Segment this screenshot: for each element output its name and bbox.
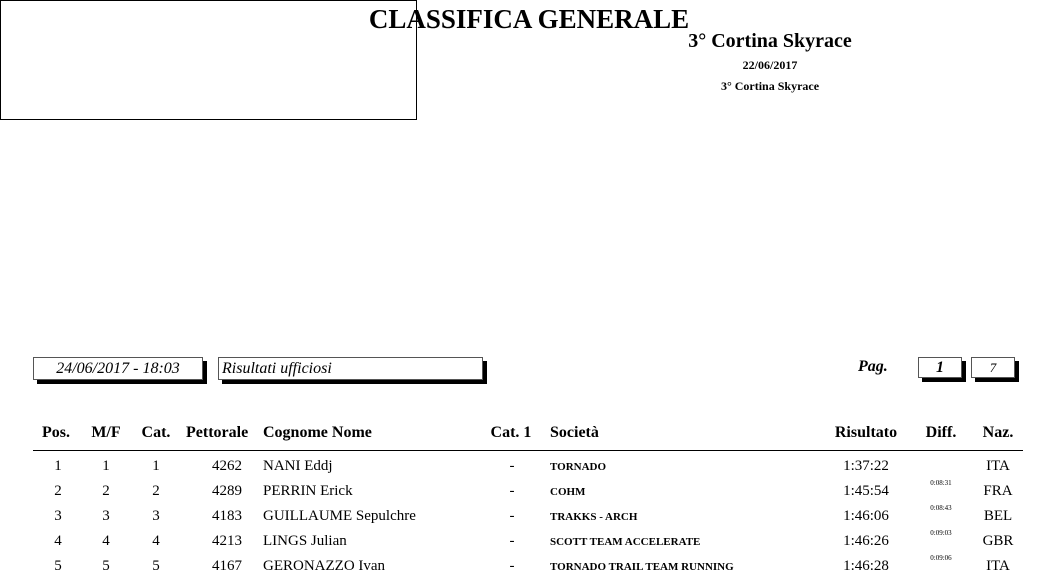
cell-cat1: - bbox=[509, 508, 515, 524]
header-divider bbox=[33, 450, 1023, 451]
cell-name: PERRIN Erick bbox=[263, 483, 353, 499]
cell-result: 1:45:54 bbox=[843, 483, 889, 499]
cell-mf: 2 bbox=[102, 483, 110, 499]
cell-mf: 3 bbox=[102, 508, 110, 524]
header-nation: Naz. bbox=[982, 424, 1014, 441]
header-cat1: Cat. 1 bbox=[490, 424, 532, 441]
cell-pos: 5 bbox=[54, 558, 62, 574]
header-name: Cognome Nome bbox=[263, 424, 372, 441]
cell-pos: 4 bbox=[54, 533, 62, 549]
cell-name: GERONAZZO Ivan bbox=[263, 558, 386, 574]
table-row bbox=[0, 504, 1058, 533]
cell-pos: 3 bbox=[54, 508, 62, 524]
header-club: Società bbox=[550, 424, 599, 441]
header-mf: M/F bbox=[91, 424, 121, 441]
printed-date-box: 24/06/2017 - 18:03 bbox=[33, 357, 203, 380]
cell-diff: 0:08:43 bbox=[930, 504, 952, 512]
cell-bib: 4213 bbox=[212, 533, 242, 549]
table-row bbox=[0, 479, 1058, 508]
table-row bbox=[0, 554, 1058, 583]
cell-nation: BEL bbox=[983, 508, 1013, 524]
cell-diff: 0:08:31 bbox=[930, 479, 952, 487]
cell-result: 1:37:22 bbox=[843, 458, 889, 474]
cell-cat1: - bbox=[509, 483, 515, 499]
table-row bbox=[0, 529, 1058, 558]
cell-club: COHM bbox=[550, 486, 586, 498]
header-pos: Pos. bbox=[42, 424, 70, 441]
header-diff: Diff. bbox=[925, 424, 957, 441]
cell-cat1: - bbox=[509, 558, 515, 574]
status-box: Risultati ufficiosi bbox=[218, 357, 483, 380]
cell-bib: 4289 bbox=[212, 483, 242, 499]
cell-cat: 2 bbox=[152, 483, 160, 499]
header-result: Risultato bbox=[834, 424, 898, 441]
table-row bbox=[0, 458, 1058, 483]
cell-mf: 5 bbox=[102, 558, 110, 574]
cell-diff: 0:09:03 bbox=[930, 529, 952, 537]
cell-cat: 3 bbox=[152, 508, 160, 524]
cell-nation: ITA bbox=[986, 458, 1010, 474]
cell-club: TORNADO TRAIL TEAM RUNNING bbox=[550, 561, 734, 573]
cell-bib: 4167 bbox=[212, 558, 242, 574]
cell-result: 1:46:06 bbox=[843, 508, 889, 524]
cell-cat: 1 bbox=[152, 458, 160, 474]
cell-mf: 4 bbox=[102, 533, 110, 549]
cell-nation: FRA bbox=[983, 483, 1013, 499]
cell-cat1: - bbox=[509, 533, 515, 549]
cell-result: 1:46:26 bbox=[843, 533, 889, 549]
event-title: 3° Cortina Skyrace bbox=[688, 30, 852, 52]
cell-nation: ITA bbox=[986, 558, 1010, 574]
cell-pos: 2 bbox=[54, 483, 62, 499]
header-cat: Cat. bbox=[141, 424, 171, 441]
cell-name: NANI Eddj bbox=[263, 458, 333, 474]
event-subtitle: 3° Cortina Skyrace bbox=[720, 79, 820, 93]
cell-cat: 5 bbox=[152, 558, 160, 574]
event-date: 22/06/2017 bbox=[742, 58, 798, 72]
ranking-title-box bbox=[0, 0, 690, 120]
header-bib: Pettorale bbox=[186, 424, 249, 441]
page-number-box: 1 bbox=[918, 357, 962, 378]
cell-pos: 1 bbox=[54, 458, 62, 474]
page-label: Pag. bbox=[858, 358, 888, 375]
cell-diff: 0:09:06 bbox=[930, 554, 952, 562]
cell-bib: 4183 bbox=[212, 508, 242, 524]
cell-club: TRAKKS - ARCH bbox=[550, 511, 638, 523]
cell-cat1: - bbox=[509, 458, 515, 474]
cell-club: SCOTT TEAM ACCELERATE bbox=[550, 536, 701, 548]
cell-result: 1:46:28 bbox=[843, 558, 889, 574]
cell-name: LINGS Julian bbox=[263, 533, 347, 549]
cell-cat: 4 bbox=[152, 533, 160, 549]
total-pages-box: 7 bbox=[971, 357, 1015, 378]
cell-club: TORNADO bbox=[550, 461, 607, 473]
cell-nation: GBR bbox=[982, 533, 1014, 549]
cell-name: GUILLAUME Sepulchre bbox=[263, 508, 416, 524]
cell-mf: 1 bbox=[102, 458, 110, 474]
ranking-title: CLASSIFICA GENERALE bbox=[368, 4, 690, 34]
cell-bib: 4262 bbox=[212, 458, 242, 474]
